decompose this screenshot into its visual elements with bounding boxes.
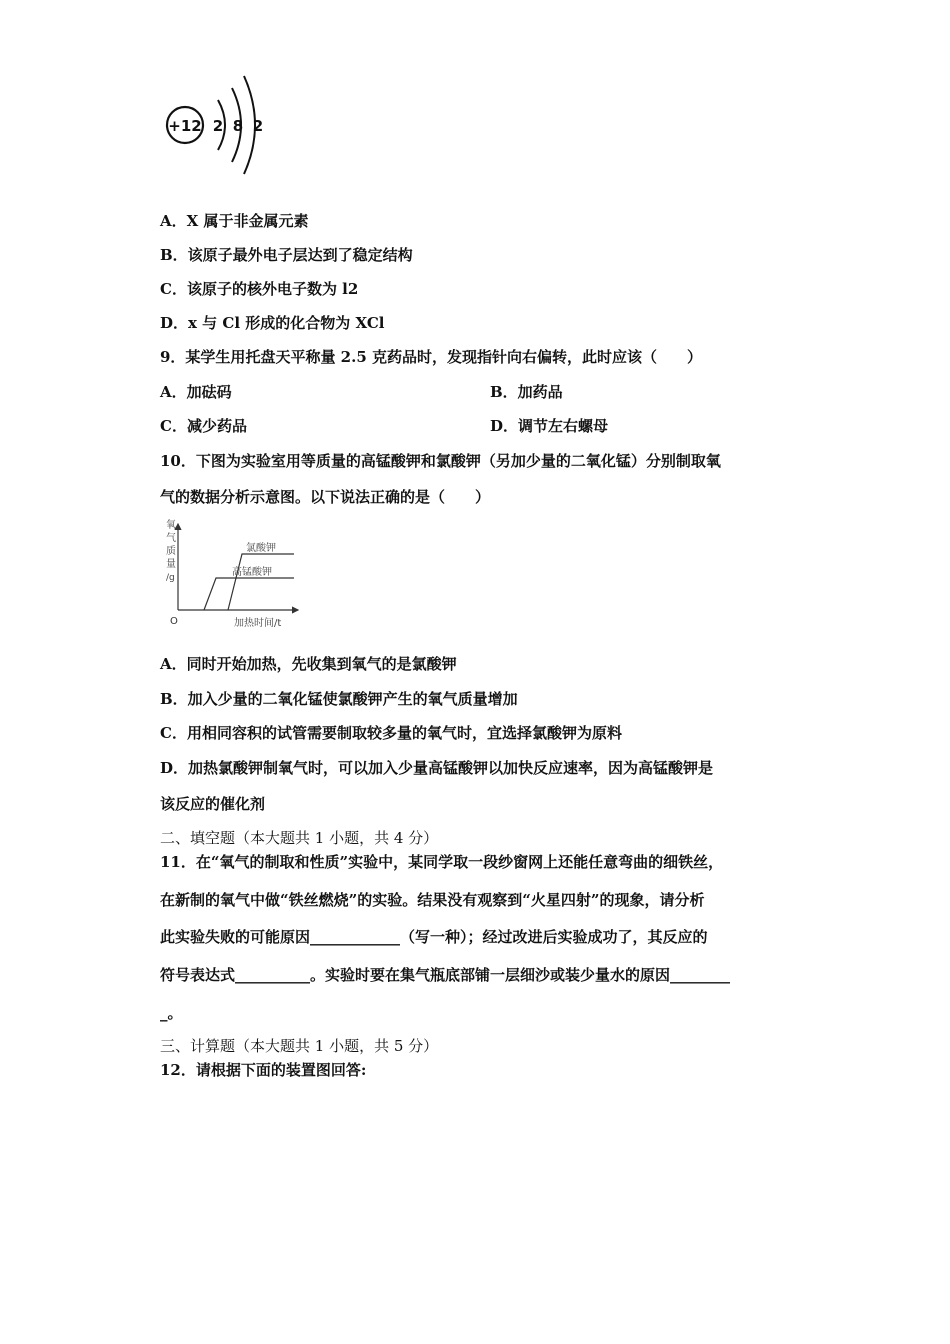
kmno4-label: 高锰酸钾: [232, 567, 272, 578]
y-label-char-2: 气: [166, 533, 176, 544]
oxygen-mass-graph: [158, 518, 308, 633]
q11-line3: 此实验失败的可能原因____________（写一种）；经过改进后实验成功了，其反应的: [160, 928, 708, 946]
q11-line4: 符号表达式__________。实验时要在集气瓶底部铺一层细沙或装少量水的原因________: [160, 966, 731, 984]
shell-3-count: 2: [252, 117, 264, 135]
shell-2-count: 8: [232, 117, 244, 135]
q10-option-a: A．同时开始加热，先收集到氧气的是氯酸钾: [160, 655, 457, 673]
nucleus-charge: +12: [168, 117, 202, 135]
y-label-char-3: 质: [166, 546, 176, 557]
q9-option-c: C．减少药品: [160, 417, 247, 435]
q10-stem-line2: 气的数据分析示意图。以下说法正确的是（ ）: [160, 488, 491, 506]
x-axis-label: 加热时间/t: [234, 618, 282, 629]
q9-stem: 9．某学生用托盘天平称量 2.5 克药品时，发现指针向右偏转，此时应该（ ）: [160, 348, 702, 366]
kmno4-curve: [204, 578, 294, 610]
section-2-title: 二、填空题（本大题共 1 小题，共 4 分）: [160, 829, 439, 847]
q10-option-d-line1: D．加热氯酸钾制氧气时，可以加入少量高锰酸钾以加快反应速率，因为高锰酸钾是: [160, 759, 714, 777]
q8-option-c: C．该原子的核外电子数为 l2: [160, 280, 359, 298]
q10-option-b: B．加入少量的二氧化锰使氯酸钾产生的氧气质量增加: [160, 690, 518, 708]
q11-line2: 在新制的氧气中做“铁丝燃烧”的实验。结果没有观察到“火星四射”的现象，请分析: [160, 891, 705, 909]
q11-line1: 11．在“氧气的制取和性质”实验中，某同学取一段纱窗网上还能任意弯曲的细铁丝，: [160, 853, 724, 871]
q9-option-b: B．加药品: [490, 383, 563, 401]
q8-option-d: D．x 与 Cl 形成的化合物为 XCl: [160, 314, 385, 332]
q11-line5: _。: [160, 1004, 183, 1022]
q8-option-a: A．X 属于非金属元素: [160, 212, 309, 230]
q9-option-a: A．加砝码: [160, 383, 232, 401]
kclo3-curve: [228, 554, 294, 610]
shell-1-count: 2: [212, 117, 224, 135]
section-3-title: 三、计算题（本大题共 1 小题，共 5 分）: [160, 1037, 439, 1055]
q10-option-c: C．用相同容积的试管需要制取较多量的氧气时，宜选择氯酸钾为原料: [160, 724, 622, 742]
q10-stem-line1: 10．下图为实验室用等质量的高锰酸钾和氯酸钾（另加少量的二氧化锰）分别制取氧: [160, 452, 721, 470]
q9-option-d: D．调节左右螺母: [490, 417, 609, 435]
q12-stem: 12．请根据下面的装置图回答:: [160, 1061, 367, 1079]
atom-structure-diagram: [160, 70, 280, 180]
y-label-char-4: 量: [166, 559, 176, 570]
kclo3-label: 氯酸钾: [246, 543, 276, 554]
y-axis-label: [166, 518, 176, 583]
origin-label: O: [170, 616, 178, 627]
y-label-char-5: /g: [166, 573, 175, 583]
q10-option-d-line2: 该反应的催化剂: [160, 795, 266, 813]
q8-option-b: B．该原子最外电子层达到了稳定结构: [160, 246, 413, 264]
y-label-char-1: 氧: [166, 520, 176, 531]
